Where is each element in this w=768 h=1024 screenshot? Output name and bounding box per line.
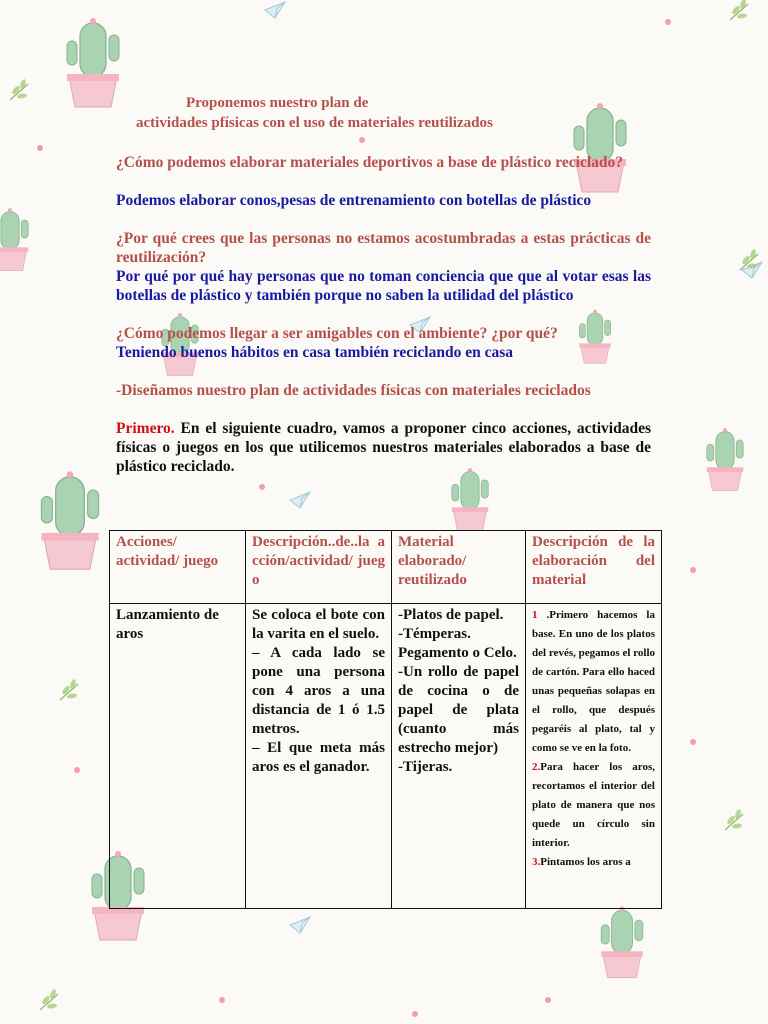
- elaboration-step-3: [532, 853, 655, 872]
- table-header-cell: [526, 531, 662, 604]
- step-number: 1: [532, 609, 538, 621]
- answer-1: Podemos elaborar conos,pesas de entrenamiento con botellas de plástico: [116, 192, 592, 209]
- step-text: Para hacer los aros, recortamos el interior del plato de manera que nos quede un círculo sin interior.: [532, 761, 655, 849]
- first-label: Primero.: [116, 420, 175, 437]
- answer-3: Teniendo buenos hábitos en casa también reciclando en casa: [116, 344, 514, 361]
- header-material: Material elaborado/ reutilizado: [398, 534, 467, 588]
- table-header-cell: [246, 531, 392, 604]
- step-text: .Primero hacemos la base. En uno de los platos del revés, pegamos el rollo de cartón. Para ello haced unas pequeñas solapas en el rollo, que después pegaréis al plato, tal y como se ve en la foto.: [532, 609, 655, 754]
- elaboration-step-2: [532, 758, 655, 853]
- question-3: ¿Cómo podemos llegar a ser amigables con el ambiente? ¿por qué?: [116, 325, 558, 342]
- row-materials: -Platos de papel. -Témperas. Pegamento o Celo. -Un rollo de papel de cocina o de papel de plata (cuanto más estrecho mejor) -Tijeras.: [398, 607, 519, 775]
- header-elaboration: Descripción de la elaboración del material: [532, 534, 655, 588]
- table-header-cell: [110, 531, 246, 604]
- table-row: [110, 604, 662, 909]
- title-line-2: actividades pfísicas con el uso de materiales reutilizados: [136, 115, 493, 131]
- table-header-cell: [392, 531, 526, 604]
- table-cell: [392, 604, 526, 909]
- table-cell: [110, 604, 246, 909]
- step-number: 2.: [532, 761, 541, 773]
- row-action: Lanzamiento de aros: [116, 607, 219, 642]
- question-2: ¿Por qué crees que las personas no estamos acostumbradas a estas prácticas de reutilización?: [116, 230, 651, 266]
- elaboration-step-1: [532, 606, 655, 758]
- plan-first-paragraph: [116, 419, 651, 476]
- activities-table: [109, 530, 662, 909]
- question-1: ¿Cómo podemos elaborar materiales deportivos a base de plástico reciclado?: [116, 154, 623, 171]
- step-number: 3.: [532, 856, 541, 868]
- answer-2: Por qué por qué hay personas que no toman conciencia que que al votar esas las botellas de plástico y también porque no saben la utilidad del plástico: [116, 268, 651, 304]
- header-actions: Acciones/ actividad/ juego: [116, 534, 219, 569]
- title-line-1: Proponemos nuestro plan de: [186, 95, 369, 111]
- row-description: Se coloca el bote con la varita en el suelo. – A cada lado se pone una persona con 4 aros a una distancia de 1 ó 1.5 metros. – El que meta más aros es el ganador.: [252, 607, 385, 775]
- first-text: En el siguiente cuadro, vamos a proponer cinco acciones, actividades físicas o juegos en los que utilicemos nuestros materiales elaborados a base de plástico reciclado.: [116, 420, 651, 475]
- plan-heading: -Diseñamos nuestro plan de actividades físicas con materiales reciclados: [116, 382, 591, 399]
- step-text: Pintamos los aros a: [540, 856, 631, 868]
- header-description: Descripción..de..la acción/actividad/ juego: [252, 534, 385, 588]
- table-header-row: [110, 531, 662, 604]
- table-cell: [526, 604, 662, 909]
- table-cell: [246, 604, 392, 909]
